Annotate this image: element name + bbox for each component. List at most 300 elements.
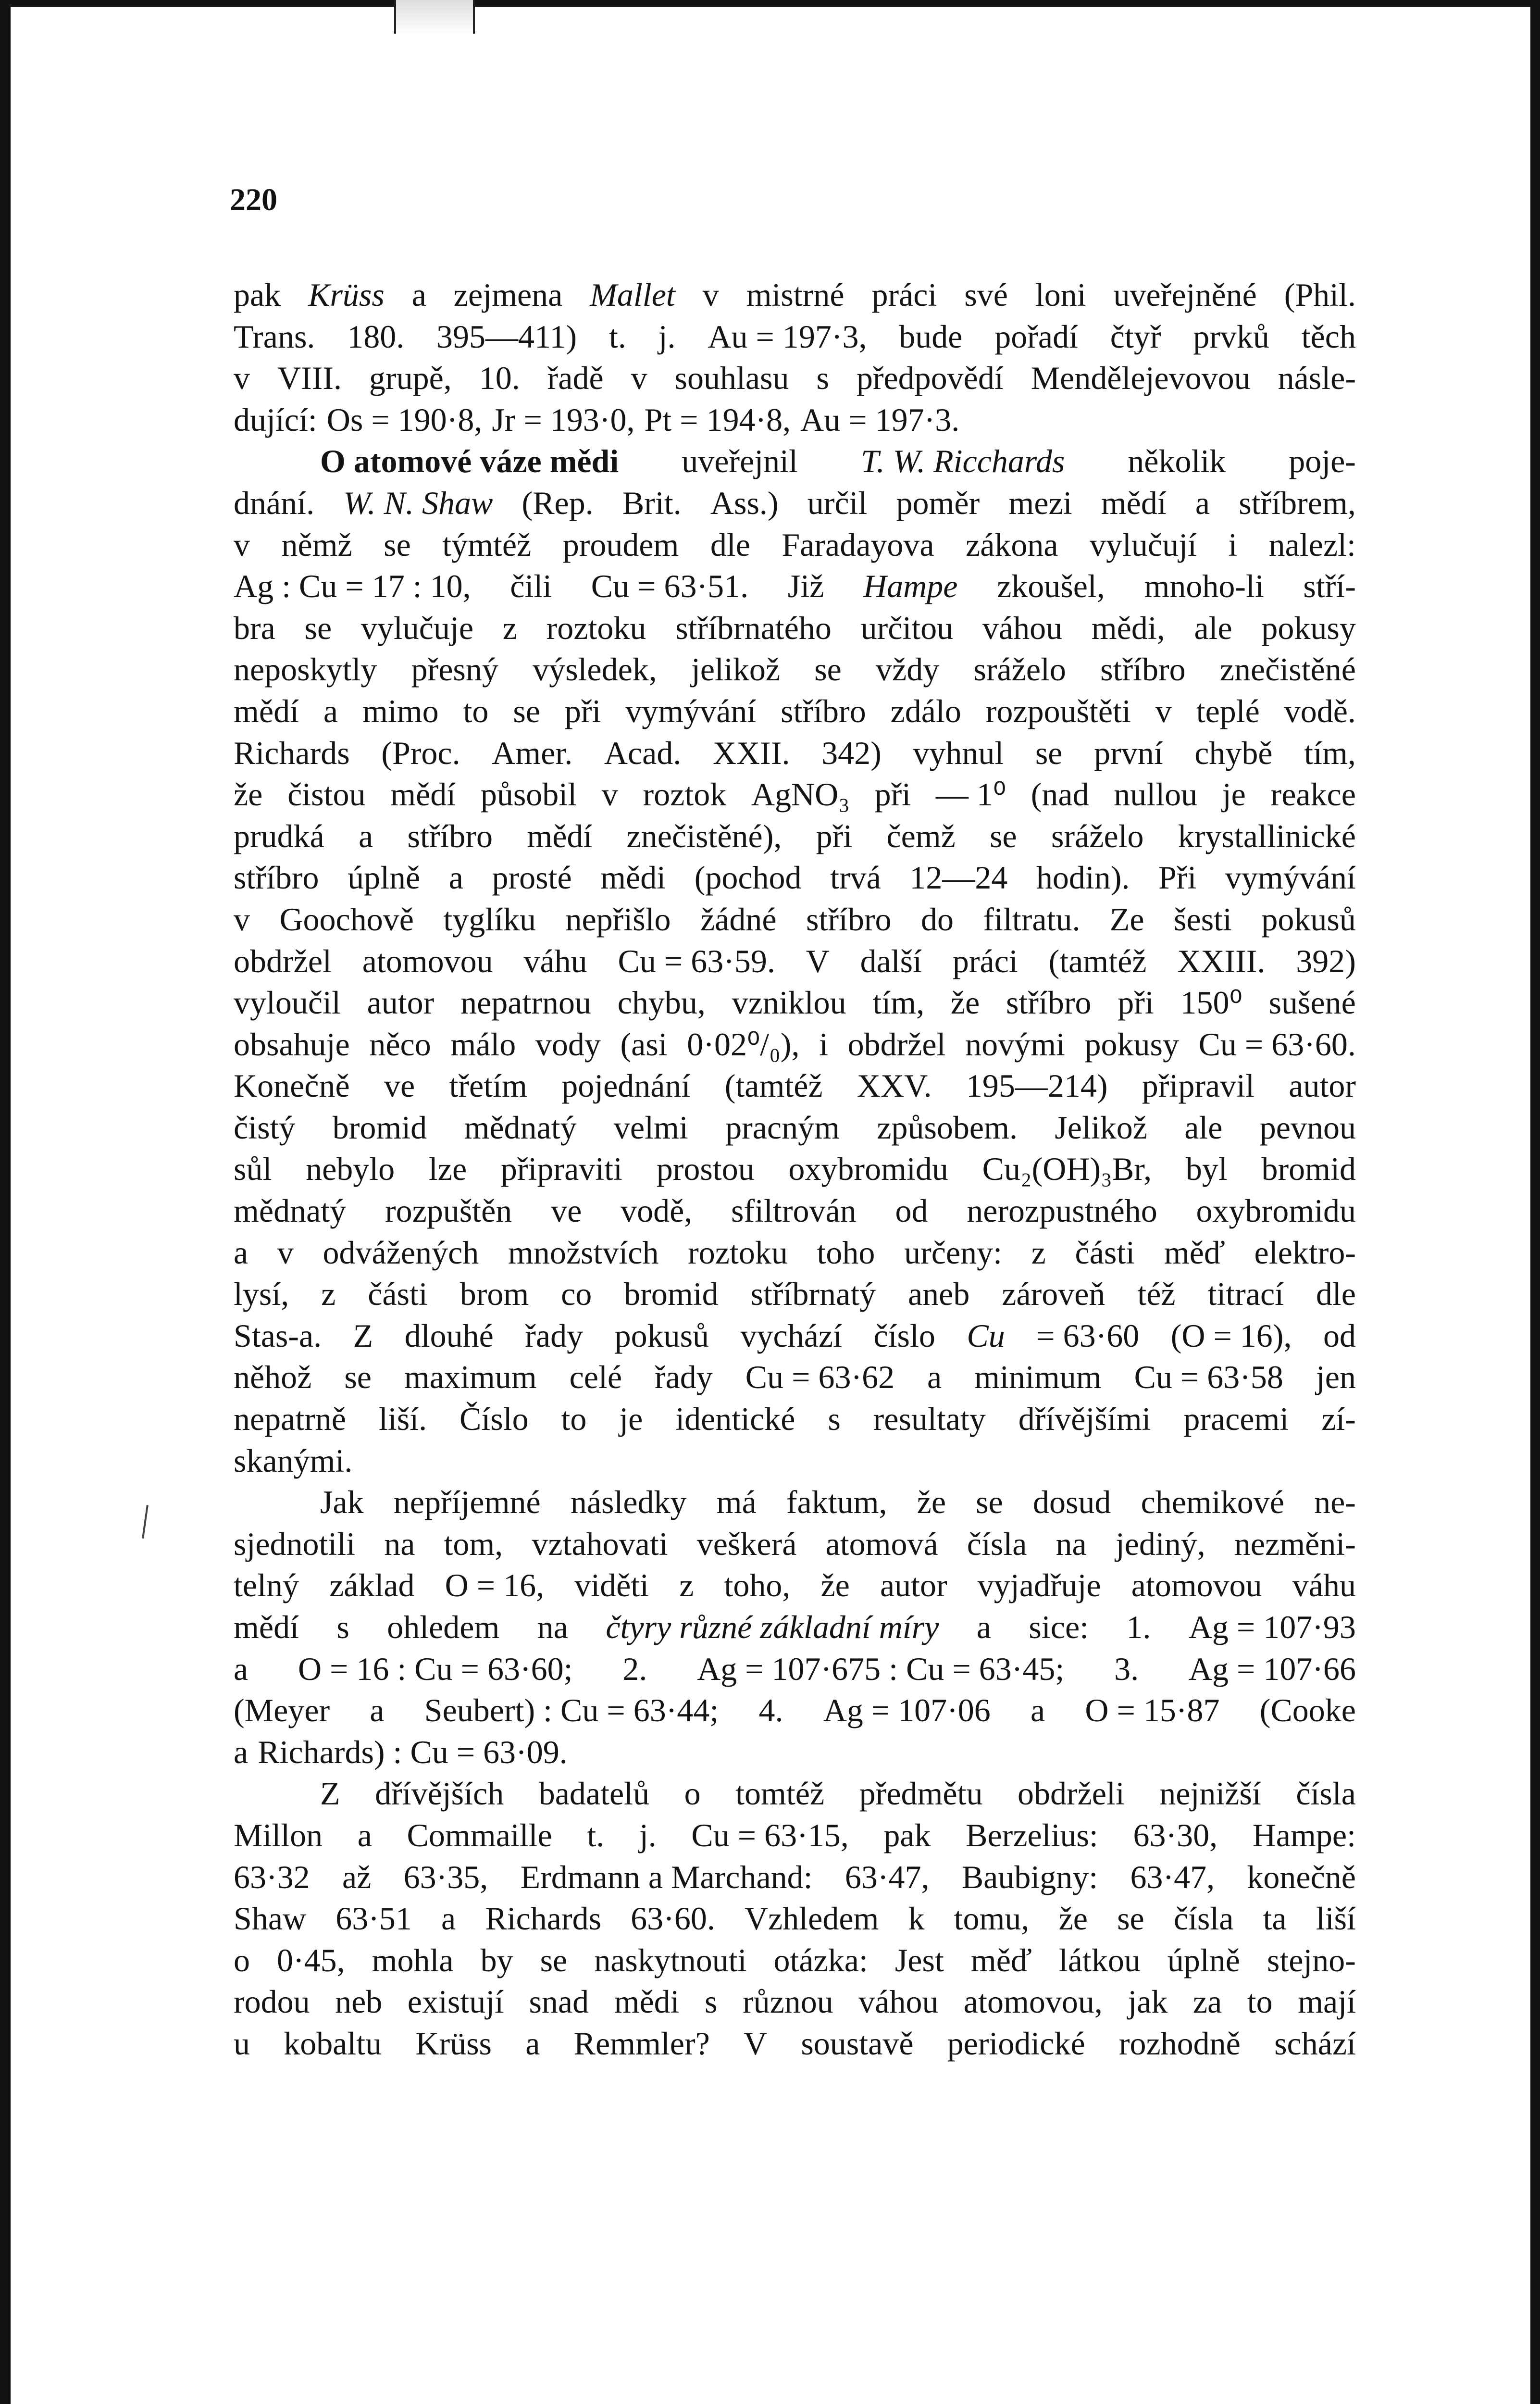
word: sfiltrován bbox=[731, 1192, 857, 1229]
word: t. bbox=[609, 318, 626, 355]
text-line bbox=[234, 1315, 1356, 1357]
text-line bbox=[234, 649, 1356, 690]
word: uveřejnil bbox=[682, 443, 798, 480]
word: od bbox=[895, 1192, 928, 1229]
word: soustavě bbox=[801, 2025, 914, 2062]
word: se bbox=[540, 1941, 568, 1978]
word: čemž bbox=[886, 817, 956, 854]
word: poje- bbox=[1289, 443, 1356, 480]
word: dlouhé bbox=[404, 1317, 494, 1354]
word: Au = 197·3. bbox=[800, 401, 960, 438]
word: teplé bbox=[1196, 692, 1260, 729]
word: vymývání bbox=[625, 692, 757, 729]
word: další bbox=[860, 942, 922, 979]
word: nepřišlo bbox=[565, 901, 671, 938]
word: se bbox=[1035, 734, 1063, 771]
word: nejnižší bbox=[1159, 1775, 1261, 1812]
word: třetím bbox=[449, 1067, 527, 1104]
word: na bbox=[1056, 1525, 1087, 1562]
word: periodické bbox=[947, 2025, 1085, 2062]
text-line bbox=[234, 2023, 1356, 2065]
word: 2. bbox=[622, 1650, 647, 1687]
text-line bbox=[234, 1481, 1356, 1523]
word: pak bbox=[883, 1816, 931, 1853]
word: Hampe: bbox=[1252, 1816, 1356, 1853]
word: zdálo bbox=[890, 692, 961, 729]
word: a bbox=[448, 859, 463, 896]
word: chybě bbox=[1194, 734, 1273, 771]
word: 4. bbox=[758, 1692, 783, 1729]
word: určeny: bbox=[904, 1234, 1002, 1271]
word: Shaw bbox=[234, 1900, 307, 1937]
word: atomovou, bbox=[963, 1983, 1103, 2020]
text-line bbox=[234, 732, 1356, 774]
word: roztoku bbox=[688, 1234, 788, 1271]
word: to bbox=[561, 1401, 587, 1438]
word: Brit. bbox=[622, 484, 682, 521]
word: dle bbox=[1316, 1276, 1356, 1313]
word: neb bbox=[335, 1983, 383, 2020]
word: týmtéž bbox=[442, 526, 532, 563]
word: Cu = 63·58 bbox=[1134, 1359, 1283, 1396]
word: XXV. bbox=[857, 1067, 932, 1104]
word: V bbox=[744, 2025, 768, 2062]
word: na bbox=[384, 1525, 415, 1562]
word: v bbox=[631, 360, 647, 397]
word: rozpuštěn bbox=[385, 1192, 512, 1229]
word: při bbox=[874, 776, 911, 813]
word: pokusy bbox=[1261, 609, 1356, 646]
word: je bbox=[619, 1401, 643, 1438]
word: a bbox=[927, 1359, 942, 1396]
word: na bbox=[537, 1609, 568, 1645]
word: 1. bbox=[1126, 1609, 1151, 1645]
word: mědnatý bbox=[464, 1109, 577, 1146]
word: se bbox=[990, 817, 1017, 854]
word: dřívějšími bbox=[1018, 1401, 1151, 1438]
word: faktum, bbox=[786, 1484, 887, 1521]
text-line bbox=[234, 1440, 1356, 1482]
word: množstvích bbox=[508, 1234, 659, 1271]
word: působil bbox=[480, 776, 577, 813]
text-line bbox=[234, 1690, 1356, 1731]
word: resultaty bbox=[873, 1401, 986, 1438]
word: lysí, bbox=[234, 1276, 289, 1313]
word: jen bbox=[1316, 1359, 1356, 1396]
word: tím, bbox=[872, 984, 925, 1021]
word: Jelikož bbox=[1055, 1109, 1147, 1146]
word: i bbox=[1228, 526, 1238, 563]
word: pracemi bbox=[1183, 1401, 1289, 1438]
word: málo bbox=[450, 1026, 516, 1063]
word: s bbox=[828, 1401, 841, 1438]
word: čísla bbox=[1296, 1775, 1356, 1812]
word: a bbox=[359, 817, 373, 854]
word: obdržel bbox=[234, 942, 332, 979]
word: řady bbox=[654, 1359, 713, 1396]
word: tom, bbox=[444, 1525, 503, 1562]
word: v bbox=[234, 526, 250, 563]
word: liší bbox=[1316, 1900, 1356, 1937]
word: Číslo bbox=[459, 1401, 529, 1438]
word: novými bbox=[965, 1026, 1065, 1063]
word: sráželo bbox=[973, 651, 1066, 688]
word: o bbox=[684, 1775, 701, 1812]
word: pracným bbox=[725, 1109, 840, 1146]
word: 150⁰ bbox=[1180, 984, 1242, 1021]
text-line bbox=[234, 1273, 1356, 1315]
word: by bbox=[480, 1941, 513, 1978]
word: a bbox=[441, 1900, 456, 1937]
word: 392) bbox=[1296, 942, 1356, 979]
word: Ze bbox=[1109, 901, 1144, 938]
word: s bbox=[705, 1983, 718, 2020]
word: připravil bbox=[1142, 1067, 1254, 1104]
word: prostou bbox=[656, 1151, 755, 1188]
word: j. bbox=[658, 318, 676, 355]
word: vylučují bbox=[1090, 526, 1197, 563]
word: mědí bbox=[234, 692, 299, 729]
word: vodě. bbox=[1284, 692, 1356, 729]
word: při bbox=[816, 817, 853, 854]
word: stříbro bbox=[1006, 984, 1092, 1021]
word: dující: bbox=[234, 401, 317, 438]
text-line bbox=[234, 524, 1356, 566]
word: tyglíku bbox=[443, 901, 536, 938]
word: rozhodně bbox=[1118, 2025, 1241, 2062]
word: byl bbox=[1185, 1151, 1228, 1188]
word: Pt = 194·8, bbox=[644, 401, 791, 438]
word: a bbox=[234, 1733, 248, 1770]
word: předpovědí bbox=[856, 360, 1004, 397]
word: Seubert) : Cu = 63·44; bbox=[424, 1692, 719, 1729]
word: vyjadřuje bbox=[977, 1567, 1101, 1604]
word: bude bbox=[899, 318, 963, 355]
word: že bbox=[917, 1484, 946, 1521]
word: obsahuje bbox=[234, 1026, 350, 1063]
word: němž bbox=[281, 526, 352, 563]
word: 63·47, bbox=[1130, 1858, 1215, 1895]
text-line bbox=[234, 690, 1356, 732]
word: otázka: bbox=[773, 1941, 868, 1978]
word: ohledem bbox=[387, 1609, 500, 1645]
text-line bbox=[234, 316, 1356, 358]
word: 0·45, bbox=[276, 1941, 345, 1978]
text-line bbox=[234, 399, 1356, 441]
word: a bbox=[234, 1650, 248, 1687]
word: neposkytly bbox=[234, 651, 377, 688]
word: nepříjemné bbox=[393, 1484, 541, 1521]
text-line bbox=[234, 940, 1356, 982]
word: vylučuje bbox=[360, 609, 474, 646]
word: stříbrem, bbox=[1239, 484, 1356, 521]
word: mědi bbox=[614, 1983, 680, 2020]
word: se bbox=[976, 1484, 1003, 1521]
word: čistý bbox=[234, 1109, 296, 1146]
word: sůl bbox=[234, 1151, 272, 1188]
word: mědi bbox=[600, 859, 666, 896]
word: vždy bbox=[876, 651, 940, 688]
word: ne- bbox=[1314, 1484, 1356, 1521]
word: bromid bbox=[624, 1276, 719, 1313]
word: měď bbox=[970, 1941, 1032, 1978]
text-line bbox=[234, 1940, 1356, 1981]
word: rozpouštěti bbox=[985, 692, 1131, 729]
word: souhlasu bbox=[674, 360, 789, 397]
word: O = 16, bbox=[445, 1567, 545, 1604]
text-line bbox=[234, 1731, 1356, 1773]
word: co bbox=[561, 1276, 592, 1313]
word: různou bbox=[742, 1983, 833, 2020]
word: výsledek, bbox=[533, 651, 657, 688]
word: 3. bbox=[1114, 1650, 1139, 1687]
word: 63·35, bbox=[403, 1858, 488, 1895]
word: Richards) : Cu = 63·09. bbox=[258, 1733, 568, 1770]
word: se bbox=[814, 651, 842, 688]
word: mědnatý bbox=[234, 1192, 347, 1229]
word: za bbox=[1192, 1983, 1222, 2020]
word: Ag = 107·66 bbox=[1188, 1650, 1356, 1687]
word: 63·47, bbox=[845, 1858, 930, 1895]
word: mohla bbox=[372, 1941, 454, 1978]
word: Cu₂(OH)₃Br, bbox=[982, 1151, 1152, 1188]
word: se bbox=[1117, 1900, 1144, 1937]
word: krystallinické bbox=[1178, 817, 1356, 854]
word: připraviti bbox=[500, 1151, 622, 1188]
word: prudká bbox=[234, 817, 324, 854]
word: 342) bbox=[821, 734, 882, 771]
text-line bbox=[234, 1523, 1356, 1565]
word: stříbrnatý bbox=[750, 1276, 876, 1313]
word: uveřejněné bbox=[1113, 276, 1257, 313]
word: oxybromidu bbox=[788, 1151, 948, 1188]
word: celé bbox=[569, 1359, 622, 1396]
word: t. bbox=[587, 1816, 605, 1853]
word: O = 16 : Cu = 63·60; bbox=[298, 1650, 573, 1687]
word: — 1⁰ bbox=[935, 776, 1006, 813]
word: dnání. bbox=[234, 484, 315, 521]
word: autor bbox=[880, 1567, 947, 1604]
word: (Proc. bbox=[381, 734, 460, 771]
word: obdrželi bbox=[1017, 1775, 1125, 1812]
word: Při bbox=[1158, 859, 1197, 896]
word: Erdmann a Marchand: bbox=[520, 1858, 813, 1895]
word: mimo bbox=[362, 692, 439, 729]
word: první bbox=[1094, 734, 1163, 771]
word: s bbox=[336, 1609, 349, 1645]
word: a bbox=[1031, 1692, 1045, 1729]
word: brom bbox=[460, 1276, 529, 1313]
word: práci bbox=[952, 942, 1018, 979]
text-line bbox=[234, 815, 1356, 857]
word: chybu, bbox=[617, 984, 706, 1021]
word: pevnou bbox=[1259, 1109, 1356, 1146]
word: a bbox=[1195, 484, 1210, 521]
word: pojednání bbox=[561, 1067, 691, 1104]
text-line bbox=[234, 1356, 1356, 1398]
word: Cu = 63·62 bbox=[745, 1359, 895, 1396]
word: a bbox=[357, 1816, 372, 1853]
word: 63·51 bbox=[335, 1900, 412, 1937]
word: s bbox=[816, 360, 829, 397]
word: zejmena bbox=[453, 276, 563, 313]
word: (Phil. bbox=[1284, 276, 1356, 313]
word: do bbox=[920, 901, 954, 938]
word: ve bbox=[551, 1192, 582, 1229]
word: k bbox=[908, 1900, 925, 1937]
word: roztoku bbox=[546, 609, 646, 646]
text-line bbox=[234, 857, 1356, 899]
word: Trans. bbox=[234, 318, 315, 355]
word: Krüss bbox=[308, 276, 385, 313]
word: mědí bbox=[390, 776, 456, 813]
word: stříbro bbox=[806, 901, 892, 938]
word: Acad. bbox=[604, 734, 682, 771]
word: až bbox=[342, 1858, 372, 1895]
word: velmi bbox=[613, 1109, 688, 1146]
word: své bbox=[964, 276, 1008, 313]
word: Jest bbox=[894, 1941, 944, 1978]
word: Richards bbox=[234, 734, 350, 771]
text-line bbox=[234, 1065, 1356, 1107]
word: liší. bbox=[378, 1401, 427, 1438]
word: a bbox=[411, 276, 426, 313]
word: též bbox=[1137, 1276, 1176, 1313]
word: j. bbox=[639, 1816, 657, 1853]
word: číslo bbox=[873, 1317, 935, 1354]
word: sušené bbox=[1268, 984, 1356, 1021]
text-line bbox=[234, 1565, 1356, 1606]
word: Konečně bbox=[234, 1067, 350, 1104]
word: a bbox=[370, 1692, 385, 1729]
word: nepatrnou bbox=[460, 984, 591, 1021]
word: obdržel bbox=[847, 1026, 946, 1063]
word: Ag : Cu = 17 : 10, bbox=[234, 568, 471, 605]
word: dřívějších bbox=[375, 1775, 504, 1812]
word: při bbox=[564, 692, 601, 729]
word: XXII. bbox=[712, 734, 790, 771]
word: vychází bbox=[740, 1317, 842, 1354]
word: schází bbox=[1274, 2025, 1356, 2062]
word: mají bbox=[1298, 1983, 1356, 2020]
word: (pochod bbox=[694, 859, 802, 896]
word: násle- bbox=[1278, 360, 1356, 397]
text-line bbox=[234, 482, 1356, 524]
word: elektro- bbox=[1254, 1234, 1356, 1271]
word: reakce bbox=[1270, 776, 1356, 813]
word: pokusy bbox=[1084, 1026, 1179, 1063]
word: stří- bbox=[1303, 568, 1356, 605]
word: 195—214) bbox=[966, 1067, 1108, 1104]
word: dle bbox=[710, 526, 750, 563]
word: VIII. bbox=[277, 360, 342, 397]
word: roztok bbox=[643, 776, 727, 813]
word: stříbro bbox=[234, 859, 319, 896]
word: měď bbox=[1164, 1234, 1225, 1271]
word: ta bbox=[1263, 1900, 1287, 1937]
word: z bbox=[502, 609, 517, 646]
word: úplně bbox=[348, 859, 421, 896]
text-line bbox=[234, 899, 1356, 940]
word: následky bbox=[570, 1484, 687, 1521]
word: Jr = 193·0, bbox=[492, 401, 635, 438]
word: z bbox=[679, 1567, 694, 1604]
scan-binding-mark bbox=[394, 0, 475, 34]
word: čtyry různé základní míry bbox=[606, 1609, 939, 1645]
text-line bbox=[234, 1190, 1356, 1232]
word: XXIII. bbox=[1177, 942, 1266, 979]
word: (nad bbox=[1031, 776, 1089, 813]
word: vztahovati bbox=[532, 1525, 668, 1562]
word: zákona bbox=[966, 526, 1058, 563]
word: vodě, bbox=[621, 1192, 693, 1229]
word: stříbrnatého bbox=[675, 609, 832, 646]
word: = 63·60 bbox=[1036, 1317, 1140, 1354]
word: Mallet bbox=[590, 276, 675, 313]
word: mědí bbox=[527, 817, 593, 854]
text-line bbox=[234, 1398, 1356, 1440]
word: Vzhledem bbox=[744, 1900, 879, 1937]
word: Commaille bbox=[407, 1816, 552, 1853]
word: pokusů bbox=[1261, 901, 1356, 938]
word: přesný bbox=[411, 651, 498, 688]
word: nalezl: bbox=[1268, 526, 1356, 563]
word: (Rep. bbox=[522, 484, 594, 521]
word: Ag = 107·06 bbox=[823, 1692, 991, 1729]
word: Ag = 107·675 : Cu = 63·45; bbox=[697, 1650, 1065, 1687]
word: T. W. Ricchards bbox=[860, 443, 1065, 480]
word: se bbox=[304, 609, 332, 646]
word: naskytnouti bbox=[594, 1941, 747, 1978]
word: z bbox=[321, 1276, 336, 1313]
word: Baubigny: bbox=[961, 1858, 1098, 1895]
word: u bbox=[234, 2025, 250, 2062]
word: 0·02⁰/₀), bbox=[687, 1026, 800, 1063]
word: vzniklou bbox=[732, 984, 846, 1021]
word: sjednotili bbox=[234, 1525, 356, 1562]
word: badatelů bbox=[538, 1775, 650, 1812]
word: Remmler? bbox=[573, 2025, 710, 2062]
text-line bbox=[234, 1898, 1356, 1940]
word: Cu = 63·15, bbox=[691, 1816, 849, 1853]
word: Ass.) bbox=[710, 484, 779, 521]
word: nepatrně bbox=[234, 1401, 347, 1438]
word: (asi bbox=[620, 1026, 668, 1063]
word: vody bbox=[535, 1026, 601, 1063]
word: (O = 16), bbox=[1170, 1317, 1292, 1354]
word: nullou bbox=[1114, 776, 1198, 813]
word: (tamtéž bbox=[724, 1067, 823, 1104]
word: stříbro bbox=[781, 692, 866, 729]
word: lze bbox=[428, 1151, 467, 1188]
word: se bbox=[384, 526, 411, 563]
word: O atomové váze mědi bbox=[320, 443, 619, 480]
word: chemikové bbox=[1141, 1484, 1284, 1521]
word: veškerá bbox=[696, 1525, 797, 1562]
word: o bbox=[234, 1941, 250, 1978]
word: že bbox=[820, 1567, 850, 1604]
word: určitou bbox=[860, 609, 954, 646]
word: titrací bbox=[1207, 1276, 1284, 1313]
word: dosud bbox=[1032, 1484, 1111, 1521]
word: viděti bbox=[574, 1567, 649, 1604]
word: mezi bbox=[1008, 484, 1072, 521]
word: mědí bbox=[1101, 484, 1167, 521]
word: čistou bbox=[287, 776, 366, 813]
word: ve bbox=[384, 1067, 415, 1104]
word: od bbox=[1323, 1317, 1356, 1354]
word: váhu bbox=[523, 942, 587, 979]
